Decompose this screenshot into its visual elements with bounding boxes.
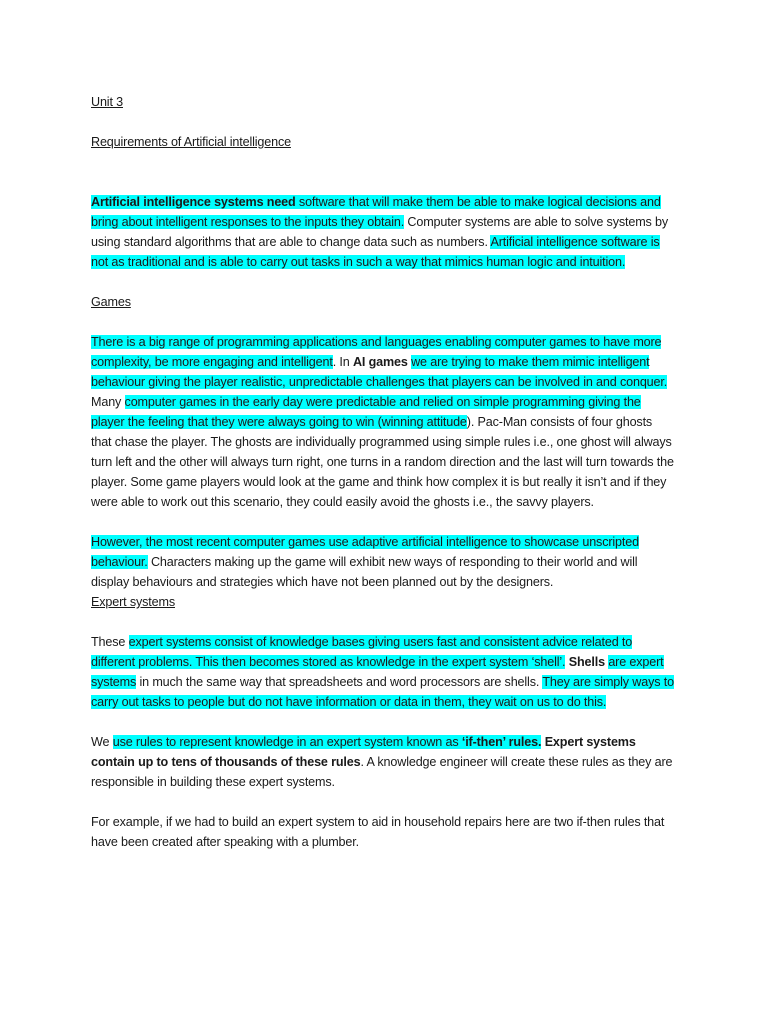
bold-text: Expert systems contain up to tens of thousands of these rules <box>91 735 636 769</box>
highlighted-text: Artificial intelligence systems need <box>91 195 296 209</box>
text-run: Computer systems are able to solve systems by using standard algorithms that are able to change data such as numbers. <box>91 215 669 249</box>
text-run: Characters making up the game will exhibit new ways of responding to their world and will display behaviours and strategies which have not been planned out by the designers. <box>91 555 638 589</box>
games-paragraph-1 <box>91 332 675 512</box>
expert-systems-heading: Expert systems <box>91 595 175 609</box>
highlighted-text: However, the most recent computer games use adaptive artificial intelligence to showcase unscripted behaviour. <box>91 535 639 569</box>
highlighted-text: use rules to represent knowledge in an expert system known as <box>112 735 462 749</box>
games-paragraph-2 <box>91 532 675 592</box>
highlighted-text: There is a big range of programming applications and languages enabling computer games to have more complexity, be more engaging and intelligent <box>91 335 662 369</box>
games-heading: Games <box>91 295 131 309</box>
highlighted-text: They are simply ways to carry out tasks to people but do not have information or data in them, they wait on us to do this. <box>91 675 674 709</box>
text-run: We <box>91 735 113 749</box>
highlighted-text: we are trying to make them mimic intelligent behaviour giving the player realistic, unpredictable challenges that players can be involved in and conquer. <box>91 355 668 389</box>
bold-text: Shells <box>568 655 605 669</box>
expert-paragraph-3 <box>91 812 675 852</box>
text-run: ). Pac-Man consists of four ghosts that chase the player. The ghosts are individually programmed using simple rules i.e., one ghost will always turn left and the other will always turn right, one turns in a random direction and the last will turn towards the player. Some game players would look at the game and think how complex it is but really it isn’t and if they were able to work out this scenario, they could easily avoid the ghosts i.e., the savvy players. <box>91 415 674 509</box>
expert-paragraph-1 <box>91 632 675 712</box>
intro-paragraph <box>91 192 675 272</box>
text-run: . In <box>332 355 353 369</box>
text-run: These <box>91 635 129 649</box>
highlighted-text: are expert systems <box>91 655 664 689</box>
text-run: . A knowledge engineer will create these rules as they are responsible in building these expert systems. <box>91 755 673 789</box>
section-title: Requirements of Artificial intelligence <box>91 135 291 149</box>
text-run: For example, if we had to build an expert system to aid in household repairs here are two if-then rules that have been created after speaking with a plumber. <box>91 815 665 849</box>
bold-text: AI games <box>352 355 408 369</box>
highlighted-text: expert systems consist of knowledge bases giving users fast and consistent advice related to different problems. This then becomes stored as knowledge in the expert system ‘shell’. <box>91 635 633 669</box>
unit-title: Unit 3 <box>91 95 123 109</box>
highlighted-text: Artificial intelligence software is not as traditional and is able to carry out tasks in such a way that mimics human logic and intuition. <box>91 235 660 269</box>
highlighted-text: ‘if-then’ rules. <box>461 735 542 749</box>
expert-paragraph-2 <box>91 732 675 792</box>
text-run: Many <box>91 395 125 409</box>
highlighted-text: software that will make them be able to make logical decisions and bring about intelligent responses to the inputs they obtain. <box>91 195 661 229</box>
highlighted-text: computer games in the early day were predictable and relied on simple programming giving the player the feeling that they were always going to win (winning attitude <box>91 395 641 429</box>
document-page <box>91 92 675 852</box>
text-run: in much the same way that spreadsheets and word processors are shells. <box>136 675 543 689</box>
